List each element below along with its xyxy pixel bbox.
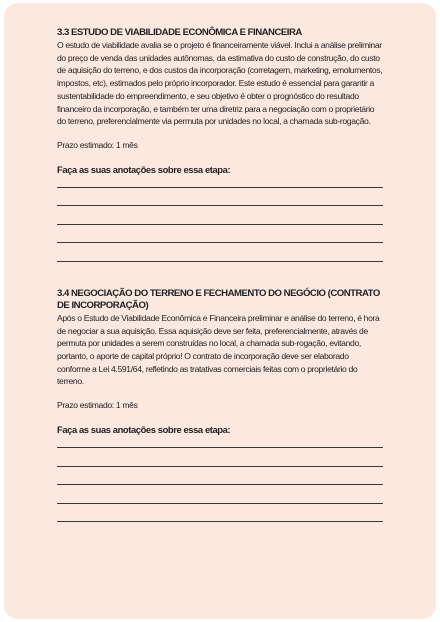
notes-lines <box>57 447 383 522</box>
section-body: Após o Estudo de Viabilidade Econômica e Financeira preliminar e análise do terreno, é hora de negociar a sua aquisição. Essa aquisição deve ser feita, preferencialmente, através de permuta por unidades a serem construídas no local, a chamada sub-rogação, evitando, portanto, o aporte de capital próprio! O contrato de incorporação deve ser elaborado conforme a Lei 4.591/64, refletindo as tratativas comerciais feitas com o proprietário do terreno. <box>57 312 380 387</box>
note-line[interactable] <box>57 447 383 448</box>
document-page <box>4 3 436 619</box>
note-line[interactable] <box>57 242 383 243</box>
note-line[interactable] <box>57 187 383 188</box>
notes-label: Faça as suas anotações sobre essa etapa: <box>57 163 231 175</box>
section-3-3 <box>57 27 383 262</box>
notes-lines <box>57 187 383 262</box>
estimated-duration: Prazo estimado: 1 mês <box>57 400 138 411</box>
section-body: O estudo de viabilidade avalia se o projeto é financeiramente viável. Inclui a análise preliminar do preço de venda das unidades autônomas, da estimativa do custo de construção, do custo de aquisição do terreno, e dos custos da incorporação (corretagem, marketing, emolumentos, impostos, etc), estimados pelo próprio incorporador. Este estudo é essencial para garantir a sustentabilidade do empreendimento, e seu objetivo é obter o prognóstico do resultado financeiro da incorporação, e também ter uma diretriz para a negociação com o proprietário do terreno, preferencialmente via permuta por unidades no local, a chamada sub-rogação. <box>57 40 383 127</box>
estimated-duration: Prazo estimado: 1 mês <box>57 139 138 150</box>
section-heading: 3.4 NEGOCIAÇÃO DO TERRENO E FECHAMENTO DO NEGÓCIO (CONTRATO DE INCORPORAÇÃO) <box>57 287 380 311</box>
note-line[interactable] <box>57 503 383 504</box>
notes-label: Faça as suas anotações sobre essa etapa: <box>57 424 231 436</box>
note-line[interactable] <box>57 205 383 206</box>
section-heading: 3.3 ESTUDO DE VIABILIDADE ECONÔMICA E FINANCEIRA <box>57 27 302 38</box>
note-line[interactable] <box>57 484 383 485</box>
note-line[interactable] <box>57 224 383 225</box>
section-3-4 <box>57 288 383 522</box>
note-line[interactable] <box>57 521 383 522</box>
note-line[interactable] <box>57 466 383 467</box>
section-spacer <box>57 262 383 288</box>
